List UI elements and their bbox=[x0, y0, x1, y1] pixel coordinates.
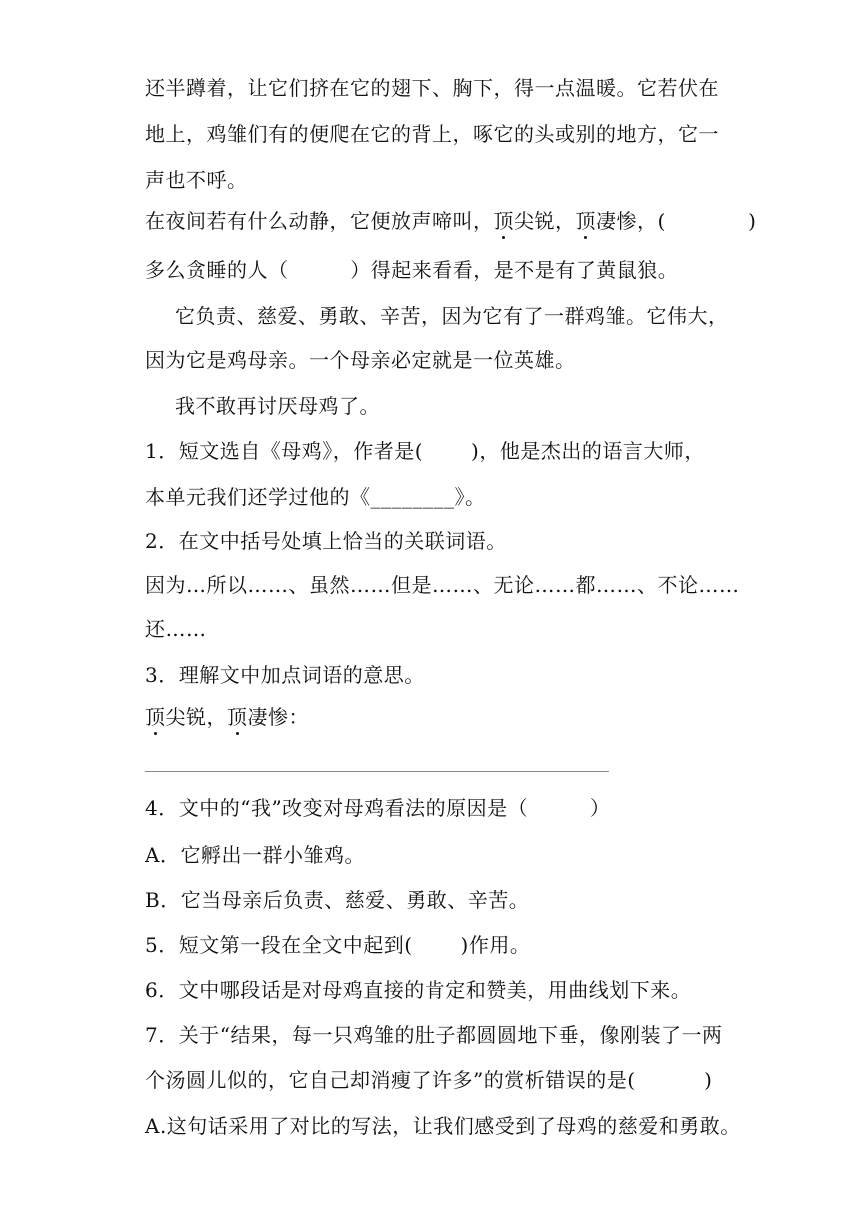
question-text: 尖锐， bbox=[165, 705, 227, 729]
question-3: 3．理解文中加点词语的意思。 bbox=[145, 663, 425, 687]
passage-line: 还半蹲着，让它们挤在它的翅下、胸下，得一点温暖。它若伏在 bbox=[145, 76, 719, 100]
answer-line[interactable] bbox=[145, 771, 609, 772]
question-2-options-continued: 还…… bbox=[145, 617, 207, 641]
question-4: 4．文中的“我”改变对母鸡看法的原因是（ ） bbox=[145, 796, 611, 820]
dotted-word: 顶 bbox=[575, 209, 596, 233]
question-7-continued: 个汤圆儿似的，它自己却消瘦了许多”的赏析错误的是( ) bbox=[145, 1068, 713, 1092]
passage-line: 多么贪睡的人（ ）得起来看看，是不是有了黄鼠狼。 bbox=[145, 258, 679, 282]
passage-line: 声也不呼。 bbox=[145, 168, 248, 192]
question-2-options: 因为…所以……、虽然……但是……、无论……都……、不论…… bbox=[145, 573, 740, 597]
passage-text: 凄惨，( ) bbox=[596, 209, 757, 233]
question-text: 凄惨： bbox=[247, 705, 309, 729]
dotted-word: 顶 bbox=[493, 209, 514, 233]
question-6: 6．文中哪段话是对母鸡直接的肯定和赞美，用曲线划下来。 bbox=[145, 978, 692, 1002]
question-3-terms bbox=[145, 707, 309, 727]
passage-text: 在夜间若有什么动静，它便放声啼叫， bbox=[145, 209, 494, 233]
dotted-word: 顶 bbox=[227, 705, 248, 729]
question-5: 5．短文第一段在全文中起到( )作用。 bbox=[145, 933, 531, 957]
passage-line-with-dotted-words bbox=[145, 211, 756, 231]
question-4-option-b: B．它当母亲后负责、慈爱、勇敢、辛苦。 bbox=[145, 888, 530, 912]
question-2: 2．在文中括号处填上恰当的关联词语。 bbox=[145, 529, 507, 553]
question-7: 7．关于“结果，每一只鸡雏的肚子都圆圆地下垂，像刚装了一两 bbox=[145, 1023, 723, 1047]
passage-text: 尖锐， bbox=[514, 209, 576, 233]
dotted-word: 顶 bbox=[145, 705, 166, 729]
question-7-option-a: A.这句话采用了对比的写法，让我们感受到了母鸡的慈爱和勇敢。 bbox=[145, 1114, 741, 1138]
passage-line: 因为它是鸡母亲。一个母亲必定就是一位英雄。 bbox=[145, 348, 576, 372]
passage-line: 地上，鸡雏们有的便爬在它的背上，啄它的头或别的地方，它一 bbox=[145, 122, 719, 146]
question-4-option-a: A．它孵出一群小雏鸡。 bbox=[145, 843, 365, 867]
question-1-continued: 本单元我们还学过他的《________》。 bbox=[145, 485, 486, 509]
passage-line: 我不敢再讨厌母鸡了。 bbox=[175, 394, 380, 418]
passage-line: 它负责、慈爱、勇敢、辛苦，因为它有了一群鸡雏。它伟大， bbox=[175, 304, 729, 328]
question-1: 1．短文选自《母鸡》，作者是( )，他是杰出的语言大师， bbox=[145, 439, 705, 463]
